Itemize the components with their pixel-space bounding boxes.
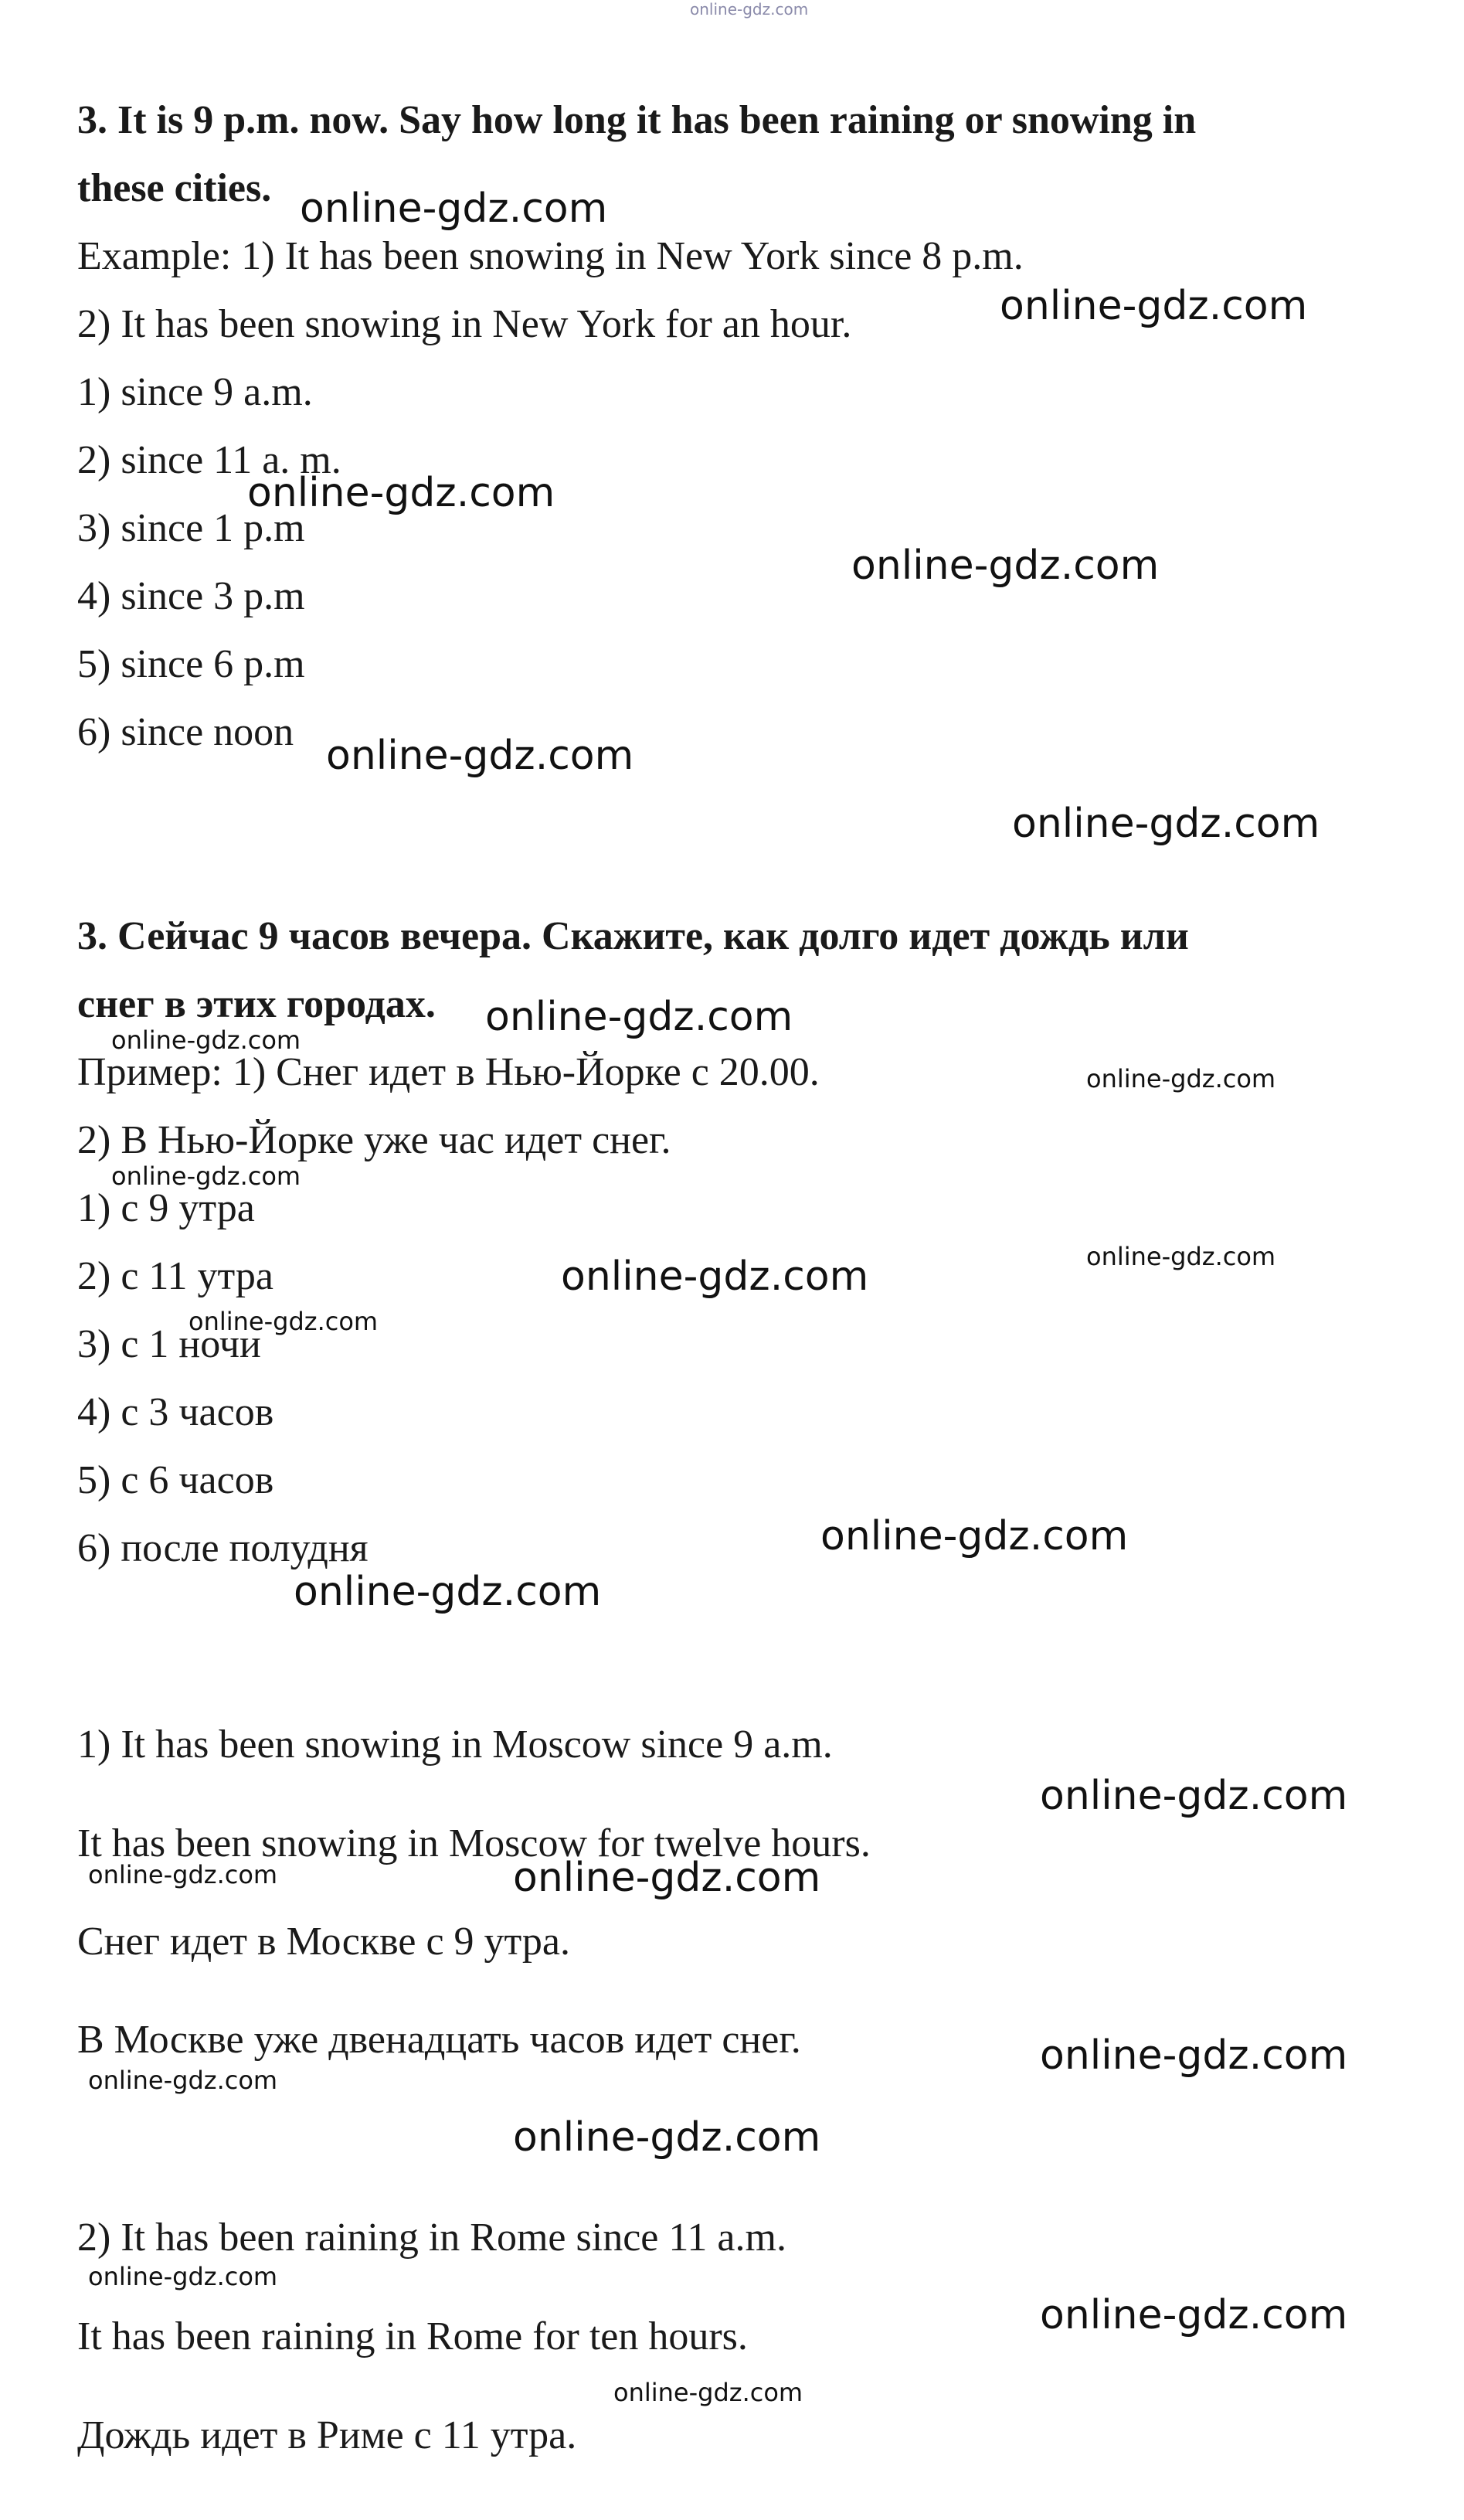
- english-example-1: Example: 1) It has been snowing in New York since 8 p.m.: [77, 234, 1024, 278]
- watermark: online-gdz.com: [294, 1569, 602, 1615]
- english-task-title-line1: 3. It is 9 p.m. now. Say how long it has been raining or snowing in: [77, 98, 1197, 142]
- watermark: online-gdz.com: [1000, 283, 1308, 329]
- watermark: online-gdz.com: [111, 1161, 301, 1191]
- russian-example-1: Пример: 1) Снег идет в Нью-Йорке с 20.00.: [77, 1050, 820, 1094]
- english-item-4: 4) since 3 p.m: [77, 574, 305, 618]
- russian-item-2: 2) с 11 утра: [77, 1254, 273, 1298]
- answer-1-ru-since: Снег идет в Москве с 9 утра.: [77, 1920, 570, 1964]
- watermark: online-gdz.com: [513, 2114, 821, 2161]
- russian-task-title-line2: снег в этих городах.: [77, 982, 436, 1026]
- russian-example-2: 2) В Нью-Йорке уже час идет снег.: [77, 1118, 671, 1162]
- english-item-1: 1) since 9 a.m.: [77, 370, 313, 414]
- watermark-top: online-gdz.com: [690, 0, 809, 19]
- watermark: online-gdz.com: [820, 1513, 1129, 1559]
- english-item-6: 6) since noon: [77, 710, 294, 754]
- watermark: online-gdz.com: [561, 1253, 869, 1300]
- english-example-2: 2) It has been snowing in New York for an hour.: [77, 302, 852, 346]
- watermark: online-gdz.com: [88, 2066, 278, 2095]
- answer-1-en-since: 1) It has been snowing in Moscow since 9 a.m.: [77, 1723, 833, 1767]
- answer-2-en-for: It has been raining in Rome for ten hours.: [77, 2314, 748, 2358]
- english-item-5: 5) since 6 p.m: [77, 642, 305, 686]
- watermark: online-gdz.com: [1040, 2032, 1348, 2079]
- watermark: online-gdz.com: [111, 1025, 301, 1055]
- watermark: online-gdz.com: [88, 2262, 278, 2291]
- english-item-2: 2) since 11 a. m.: [77, 438, 341, 482]
- watermark: online-gdz.com: [485, 994, 793, 1040]
- russian-item-4: 4) с 3 часов: [77, 1390, 274, 1434]
- answer-1-ru-for: В Москве уже двенадцать часов идет снег.: [77, 2018, 801, 2062]
- watermark: online-gdz.com: [1086, 1064, 1276, 1093]
- russian-item-1: 1) с 9 утра: [77, 1186, 255, 1230]
- answer-2-ru-since: Дождь идет в Риме с 11 утра.: [77, 2413, 577, 2457]
- answer-2-en-since: 2) It has been raining in Rome since 11 a.m.: [77, 2216, 786, 2260]
- watermark: online-gdz.com: [513, 1855, 821, 1901]
- watermark: online-gdz.com: [613, 2378, 803, 2407]
- watermark: online-gdz.com: [247, 470, 555, 516]
- english-task-title-line2: these cities.: [77, 166, 272, 210]
- watermark: online-gdz.com: [1040, 2292, 1348, 2338]
- answer-1-en-for: It has been snowing in Moscow for twelve hours.: [77, 1821, 871, 1865]
- watermark: online-gdz.com: [326, 733, 634, 779]
- watermark: online-gdz.com: [189, 1307, 379, 1336]
- watermark: online-gdz.com: [851, 542, 1160, 589]
- russian-item-5: 5) с 6 часов: [77, 1458, 274, 1502]
- russian-task-title-line1: 3. Сейчас 9 часов вечера. Скажите, как долго идет дождь или: [77, 914, 1189, 958]
- watermark: online-gdz.com: [1086, 1242, 1276, 1271]
- russian-item-3: 3) с 1 ночи: [77, 1322, 261, 1366]
- russian-item-6: 6) после полудня: [77, 1526, 369, 1570]
- watermark: online-gdz.com: [88, 1860, 278, 1889]
- watermark: online-gdz.com: [1040, 1773, 1348, 1819]
- watermark: online-gdz.com: [300, 185, 608, 232]
- english-item-3: 3) since 1 p.m: [77, 506, 305, 550]
- watermark: online-gdz.com: [1012, 801, 1320, 847]
